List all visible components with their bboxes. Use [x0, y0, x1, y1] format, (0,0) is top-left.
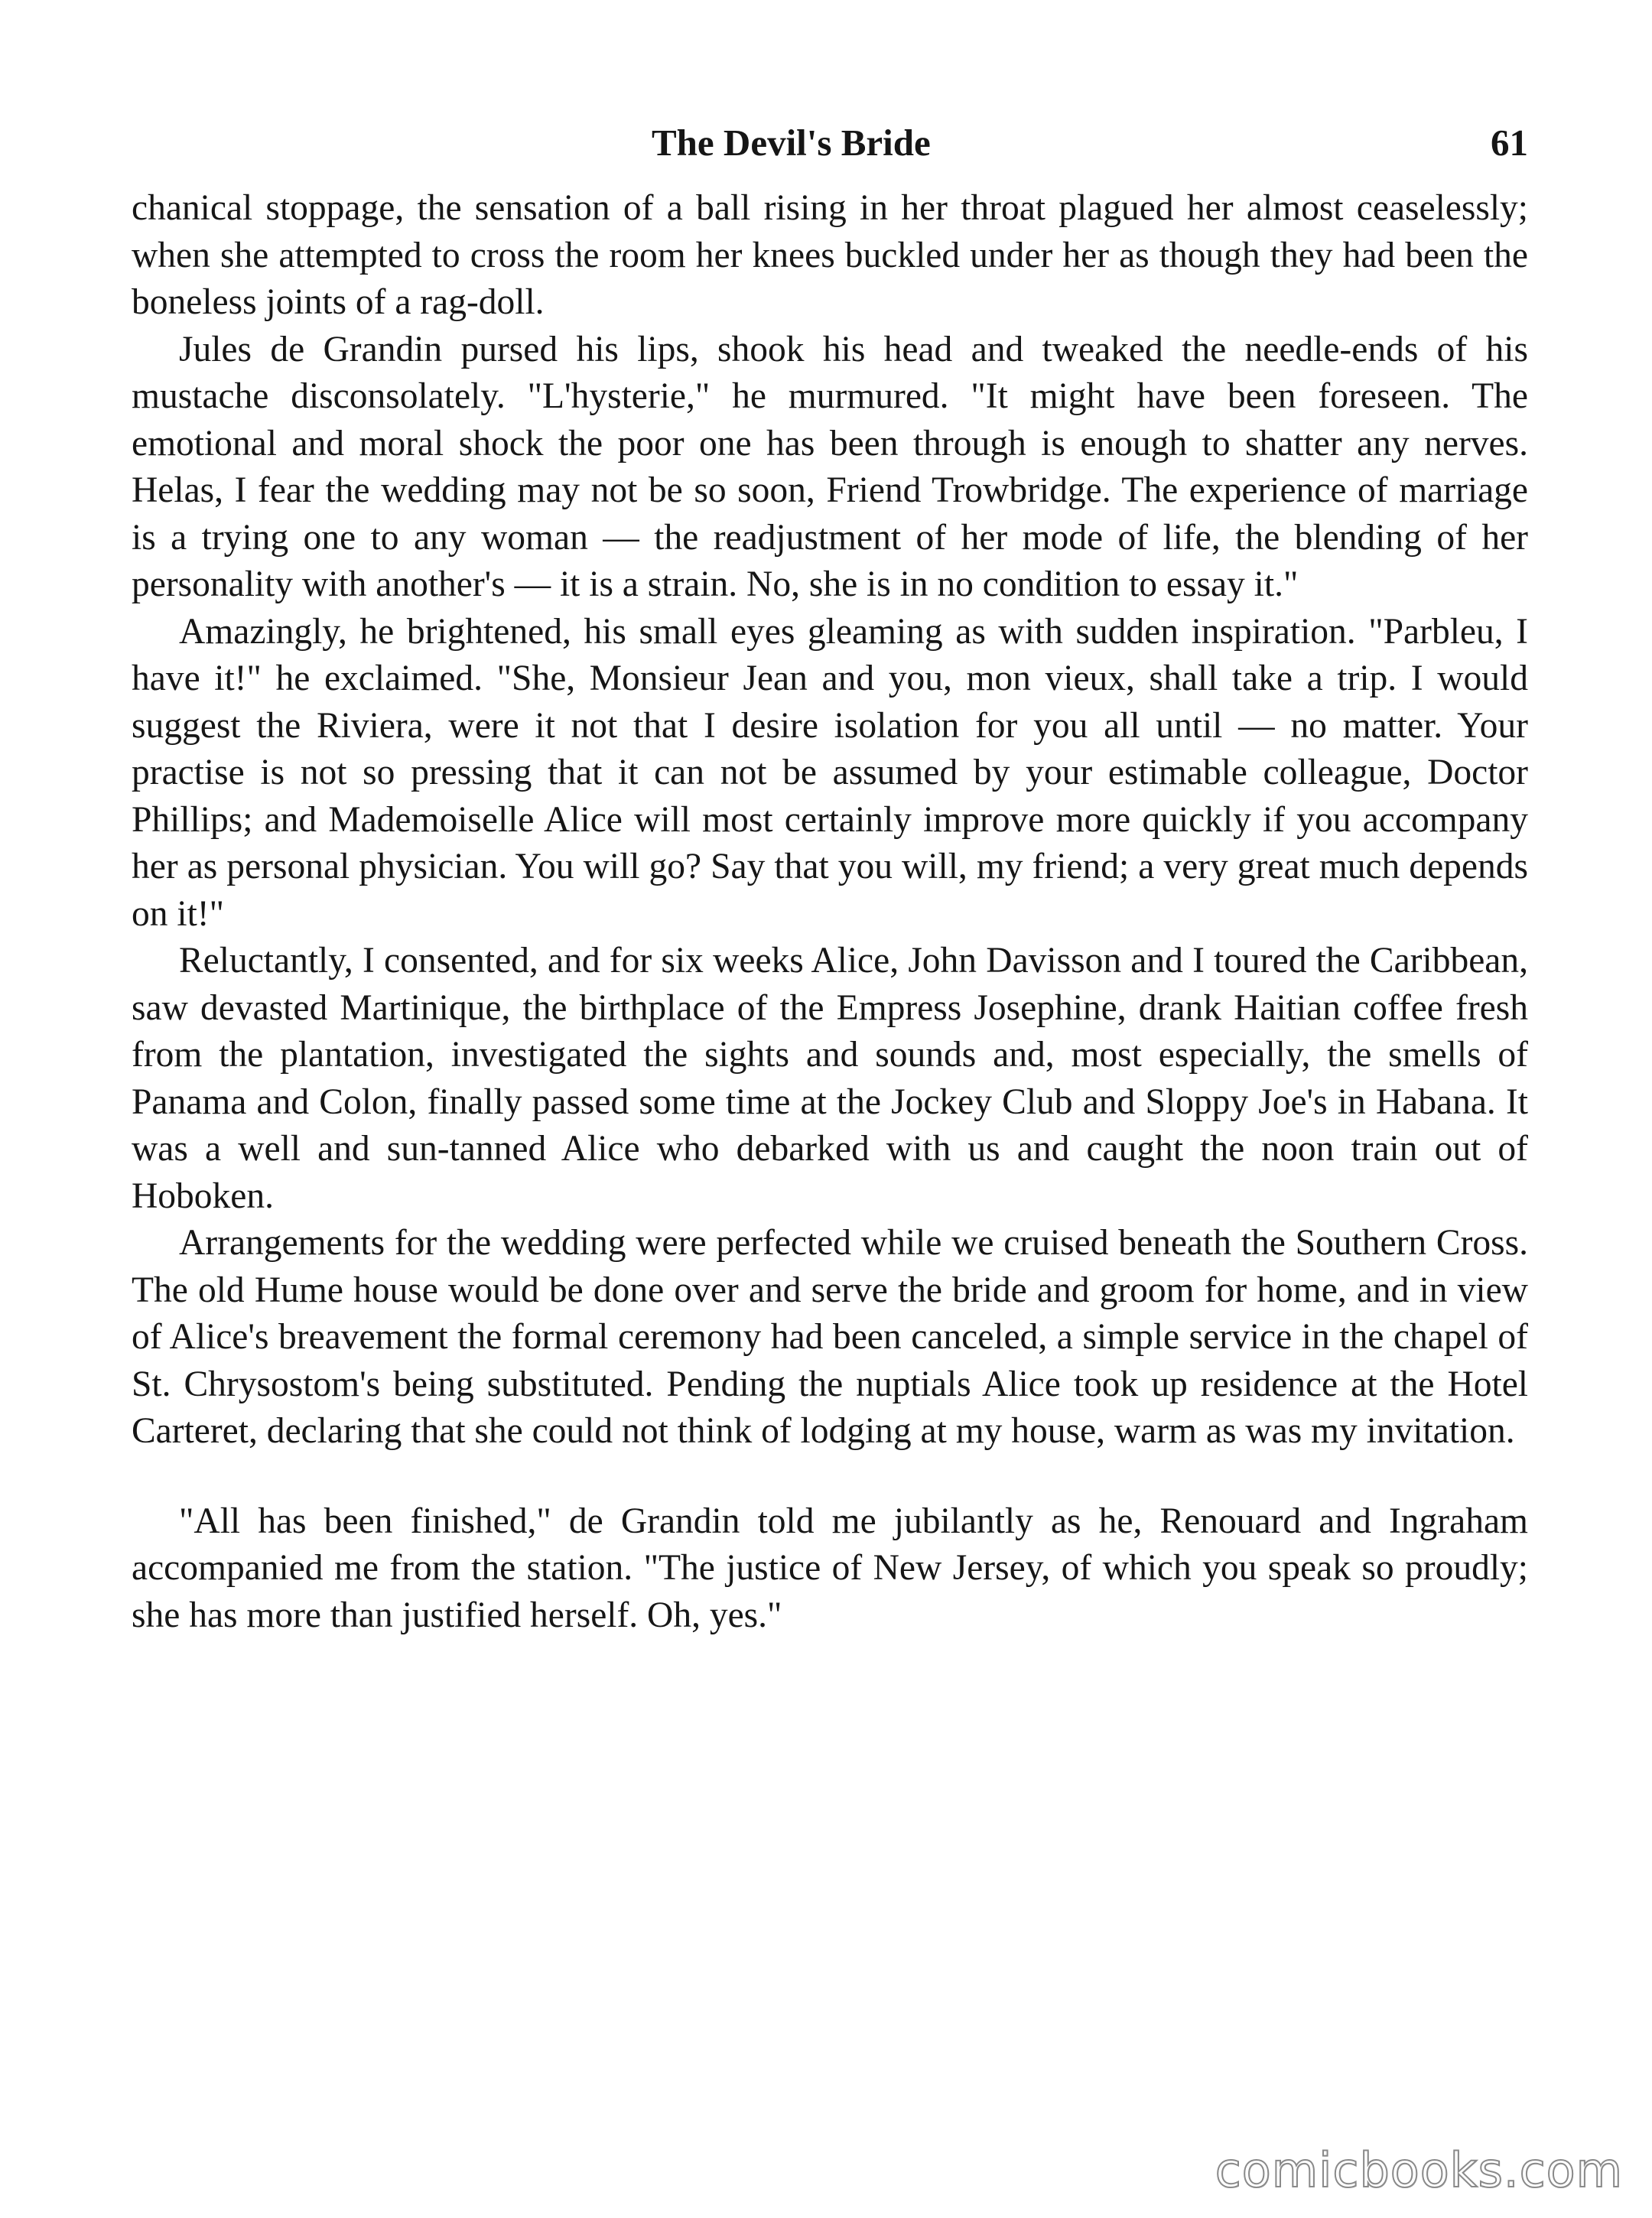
paragraph: Arrangements for the wedding were perfected while we cruised beneath the Southern Cross. The old Hume house would be done over and serve the bride and groom for home, and in view of Alice's breavement the formal ceremony had been canceled, a simple service in the chapel of St. Chrysostom's being substituted. Pending the nuptials Alice took up residence at the Hotel Carteret, declaring that she could not think of lodging at my house, warm as was my invitation. — [132, 1223, 1528, 1451]
watermark-logo: comicbooks.com — [1215, 2142, 1623, 2198]
paragraph: "All has been finished," de Grandin told me jubilantly as he, Renouard and Ingraham accompanied me from the station. "The justice of New Jersey, of which you speak so proudly; she has more than justified herself. Oh, yes." — [132, 1501, 1528, 1635]
body-text — [132, 185, 1528, 1639]
paragraph-continued: chanical stoppage, the sensation of a ball rising in her throat plagued her almost ceaselessly; when she attempted to cross the room her knees buckled under her as though they had been the boneless joints of a rag-doll. — [132, 188, 1528, 322]
running-head — [132, 121, 1528, 182]
page-number: 61 — [1491, 122, 1528, 164]
paragraph: Reluctantly, I consented, and for six weeks Alice, John Davisson and I toured the Caribbean, saw devasted Martinique, the birthplace of the Empress Josephine, drank Haitian coffee fresh from the plantation, investigated the sights and sounds and, most especially, the smells of Panama and Colon, finally passed some time at the Jockey Club and Sloppy Joe's in Habana. It was a well and sun-tanned Alice who debarked with us and caught the noon train out of Hoboken. — [132, 941, 1528, 1216]
running-title: The Devil's Bride — [652, 122, 931, 164]
paragraph: Jules de Grandin pursed his lips, shook his head and tweaked the needle-ends of his mustache disconsolately. "L'hysterie," he murmured. "It might have been foreseen. The emotional and moral shock the poor one has been through is enough to shatter any nerves. Helas, I fear the wedding may not be so soon, Friend Trowbridge. The experience of marriage is a trying one to any woman — the readjustment of her mode of life, the blending of her personality with another's — it is a strain. No, she is in no condition to essay it." — [132, 329, 1528, 604]
paragraph: Amazingly, he brightened, his small eyes gleaming as with sudden inspiration. "Parbleu, I have it!" he exclaimed. "She, Monsieur Jean and you, mon vieux, shall take a trip. I would suggest the Riviera, were it not that I desire isolation for you all until — no matter. Your practise is not so pressing that it can not be assumed by your estimable colleague, Doctor Phillips; and Mademoiselle Alice will most certainly improve more quickly if you accompany her as personal physician. You will go? Say that you will, my friend; a very great much depends on it!" — [132, 611, 1528, 934]
